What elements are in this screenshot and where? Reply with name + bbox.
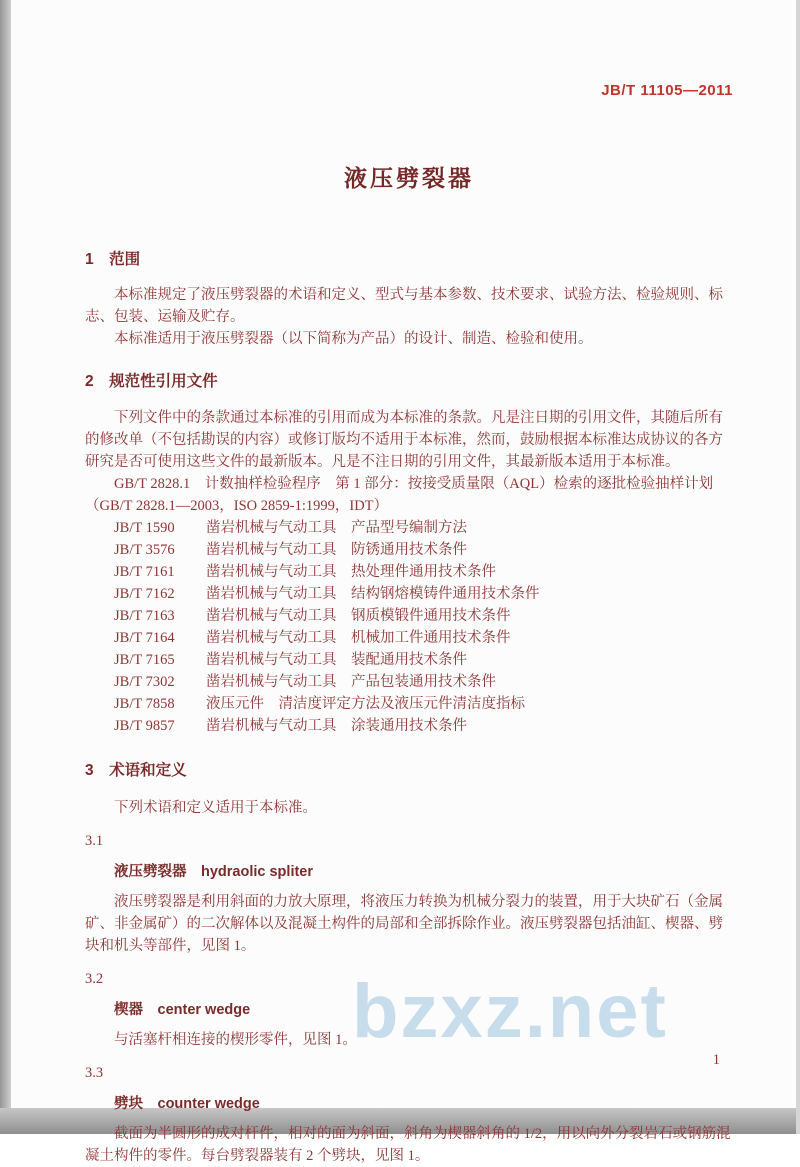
section-3-intro: 下列术语和定义适用于本标准。 [114, 799, 317, 816]
reference-title: 凿岩机械与气动工具 钢质模锻件通用技术条件 [206, 608, 511, 625]
reference-code: JB/T 7302 [114, 674, 175, 691]
reference-item [114, 561, 733, 583]
term-name: 液压劈裂器 hydraolic spliter [114, 864, 314, 881]
reference-code: JB/T 9857 [114, 718, 175, 735]
reference-gb2828: GB/T 2828.1 计数抽样检验程序 第 1 部分：按接受质量限（AQL）检索的逐批检验抽样计划（GB/T 2828.1—2003，ISO 2859-1:1999，IDT） [85, 476, 714, 515]
term-name: 劈块 counter wedge [114, 1096, 260, 1113]
page-number: 1 [712, 1052, 720, 1068]
term-definition: 截面为半圆形的成对杆件，相对的面为斜面，斜角为楔器斜角的 1/2，用以向外分裂岩石或钢筋混凝土构件的零件。每台劈裂器装有 2 个劈块，见图 1。 [85, 1126, 731, 1165]
reference-title: 凿岩机械与气动工具 防锈通用技术条件 [206, 542, 467, 559]
reference-title: 凿岩机械与气动工具 装配通用技术条件 [206, 652, 467, 669]
reference-code: JB/T 7162 [114, 586, 175, 603]
reference-code: JB/T 7165 [114, 652, 175, 669]
reference-code: JB/T 7161 [114, 564, 175, 581]
watermark: bzxz.net [352, 969, 668, 1054]
reference-item [114, 605, 733, 627]
term-number: 3.3 [85, 1065, 104, 1082]
reference-code: JB/T 3576 [114, 542, 175, 559]
section-3-heading: 3 术语和定义 [85, 762, 187, 780]
document-title: 液压劈裂器 [344, 164, 474, 191]
section-2-heading: 2 规范性引用文件 [85, 373, 218, 391]
reference-item [114, 583, 733, 605]
term-number: 3.2 [85, 971, 104, 988]
reference-title: 凿岩机械与气动工具 产品包装通用技术条件 [206, 674, 496, 691]
term-definition: 与活塞杆相连接的楔形零件，见图 1。 [114, 1032, 357, 1049]
reference-item [114, 517, 733, 539]
scan-edge-right [796, 0, 800, 1134]
term-definition: 液压劈裂器是利用斜面的力放大原理，将液压力转换为机械分裂力的装置，用于大块矿石（金属矿、非金属矿）的二次解体以及混凝土构件的局部和全部拆除作业。液压劈裂器包括油缸、楔器、劈块和机头等部件，见图 1。 [85, 894, 723, 955]
term-name: 楔器 center wedge [114, 1002, 251, 1019]
reference-title: 凿岩机械与气动工具 机械加工件通用技术条件 [206, 630, 511, 647]
reference-code: JB/T 7858 [114, 696, 175, 713]
section-2-intro: 下列文件中的条款通过本标准的引用而成为本标准的条款。凡是注日期的引用文件，其随后所有的修改单（不包括勘误的内容）或修订版均不适用于本标准，然而，鼓励根据本标准达成协议的各方研究是否可使用这些文件的最新版本。凡是不注日期的引用文件，其最新版本适用于本标准。 [85, 409, 723, 470]
reference-title: 凿岩机械与气动工具 产品型号编制方法 [206, 520, 467, 537]
reference-code: JB/T 1590 [114, 520, 175, 537]
section-1-paragraph: 本标准规定了液压劈裂器的术语和定义、型式与基本参数、技术要求、试验方法、检验规则、标志、包装、运输及贮存。 [85, 287, 723, 326]
term-block [85, 830, 733, 957]
scan-edge-left [0, 0, 11, 1134]
term-number: 3.1 [85, 832, 104, 849]
reference-item [114, 671, 733, 693]
reference-title: 凿岩机械与气动工具 结构钢熔模铸件通用技术条件 [206, 586, 540, 603]
page-content [85, 0, 733, 1167]
reference-list [114, 517, 733, 737]
term-block [85, 1062, 733, 1167]
section-1-paragraph: 本标准适用于液压劈裂器（以下简称为产品）的设计、制造、检验和使用。 [114, 331, 593, 348]
reference-item [114, 627, 733, 649]
reference-item [114, 649, 733, 671]
reference-code: JB/T 7163 [114, 608, 175, 625]
reference-item [114, 693, 733, 715]
reference-item [114, 539, 733, 561]
reference-title: 凿岩机械与气动工具 热处理件通用技术条件 [206, 564, 496, 581]
term-block [85, 968, 733, 1051]
reference-title: 液压元件 清洁度评定方法及液压元件清洁度指标 [206, 696, 525, 713]
reference-title: 凿岩机械与气动工具 涂装通用技术条件 [206, 718, 467, 735]
section-1-heading: 1 范围 [85, 250, 141, 268]
standard-number: JB/T 11105—2011 [601, 82, 733, 99]
reference-item [114, 715, 733, 737]
reference-code: JB/T 7164 [114, 630, 175, 647]
